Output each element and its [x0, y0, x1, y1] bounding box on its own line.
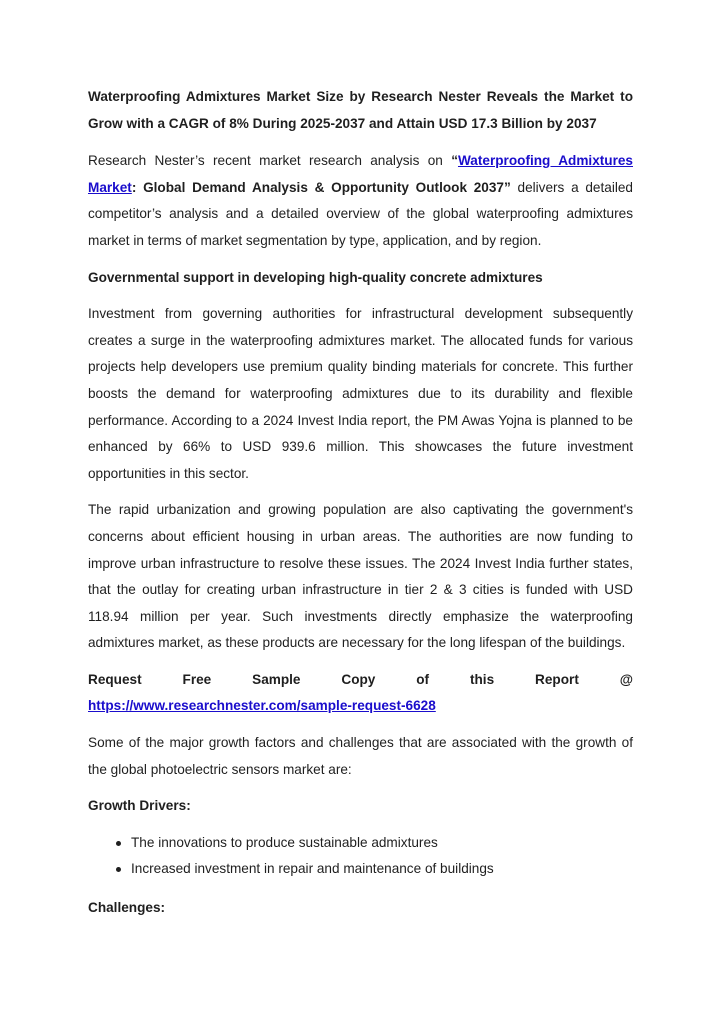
growth-drivers-list	[88, 830, 633, 883]
growth-factors-paragraph: Some of the major growth factors and challenges that are associated with the growth of the global photoelectric sensors market are:	[88, 735, 633, 777]
list-item	[88, 856, 633, 883]
market-report-link[interactable]: Waterproofing Admixtures Market	[88, 153, 633, 195]
intro-paragraph	[88, 148, 633, 254]
growth-drivers-heading: Growth Drivers:	[88, 798, 191, 814]
section-heading: Governmental support in developing high-quality concrete admixtures	[88, 269, 543, 285]
investment-paragraph: Investment from governing authorities for infrastructural development subsequently creates a surge in the waterproofing admixtures market. The allocated funds for various projects help developers use premium quality binding materials for concrete. This further boosts the demand for waterproofing admixtures due to its durability and flexible performance. According to a 2024 Invest India report, the PM Awas Yojna is planned to be enhanced by 66% to USD 939.6 million. This showcases the future investment opportunities in this sector.	[88, 306, 633, 481]
intro-text-after: delivers a detailed competitor’s analysis and a detailed overview of the global waterproofing admixtures market in terms of market segmentation by type, application, and by region.	[88, 179, 633, 248]
sample-request-label: Request Free Sample Copy of this Report @	[88, 671, 633, 687]
sample-request-paragraph	[88, 667, 633, 720]
intro-quote-open: “	[451, 153, 458, 169]
challenges-heading: Challenges:	[88, 900, 166, 916]
document-body	[88, 84, 633, 932]
list-item-text: Increased investment in repair and maintenance of buildings	[131, 861, 494, 877]
list-item	[88, 830, 633, 857]
intro-report-title: : Global Demand Analysis & Opportunity Outlook 2037”	[131, 179, 511, 195]
bullet-icon	[116, 867, 121, 872]
sample-request-link[interactable]: https://www.researchnester.com/sample-request-6628	[88, 698, 436, 714]
urbanization-paragraph: The rapid urbanization and growing population are also captivating the government's concerns about efficient housing in urban areas. The authorities are now funding to improve urban infrastructure to resolve these issues. The 2024 Invest India further states, that the outlay for creating urban infrastructure in tier 2 & 3 cities is funded with USD 118.94 million per year. Such investments directly emphasize the waterproofing admixtures market, as these products are necessary for the long lifespan of the buildings.	[88, 502, 633, 651]
list-item-text: The innovations to produce sustainable admixtures	[131, 834, 438, 850]
bullet-icon	[116, 841, 121, 846]
intro-text-before: Research Nester’s recent market research analysis on	[88, 153, 452, 169]
document-title: Waterproofing Admixtures Market Size by Research Nester Reveals the Market to Grow with a CAGR of 8% During 2025-2037 and Attain USD 17.3 Billion by 2037	[88, 89, 633, 131]
